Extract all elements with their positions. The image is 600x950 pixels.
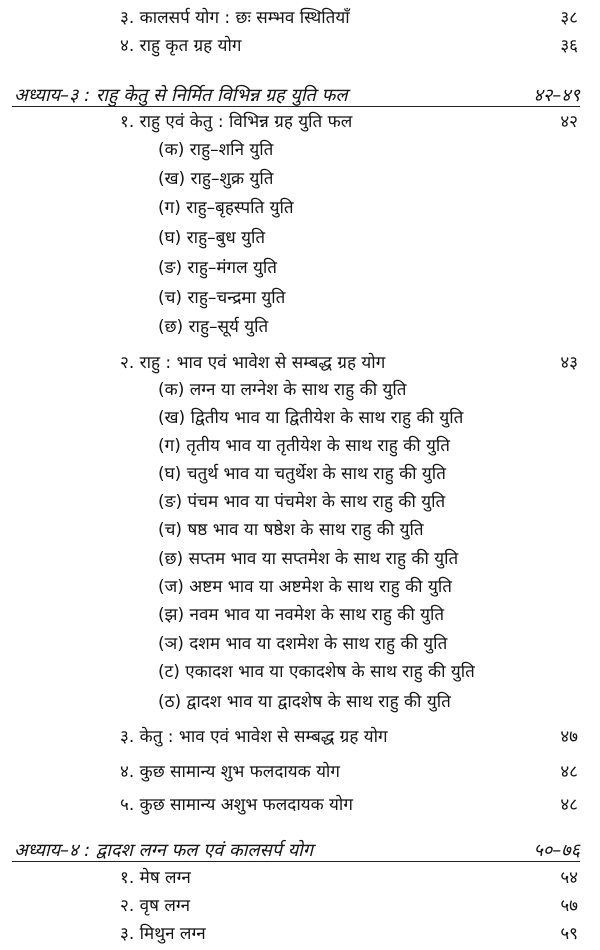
toc-section: २. वृष लग्न	[120, 896, 191, 916]
chapter-heading: अध्याय–३ : राहु केतु से निर्मित विभिन्न ग्रह युति फल	[14, 85, 348, 106]
toc-subitem: (झ) नवम भाव या नवमेश के साथ राहु की युति	[158, 605, 445, 625]
toc-subitem: (ग) राहु–बृहस्पति युति	[158, 198, 294, 218]
page-number: ४७	[560, 727, 578, 747]
page-number: ३८	[560, 8, 578, 28]
toc-subitem: (च) षष्ठ भाव या षष्ठेश के साथ राहु की युति	[158, 520, 424, 540]
toc-section: ३. केतु : भाव एवं भावेश से सम्बद्ध ग्रह योग	[120, 727, 388, 747]
toc-item: ४. राहु कृत ग्रह योग	[120, 36, 242, 56]
toc-subitem: (ग) तृतीय भाव या तृतीयेश के साथ राहु की युति	[158, 436, 450, 456]
toc-subitem: (ठ) द्वादश भाव या द्वादशेष के साथ राहु की युति	[158, 692, 451, 712]
toc-subitem: (च) राहु–चन्द्रमा युति	[158, 288, 286, 308]
chapter-underline	[12, 861, 580, 862]
toc-subitem: (ख) द्वितीय भाव या द्वितीयेश के साथ राहु की युति	[158, 408, 464, 428]
toc-subitem: (घ) राहु–बुध युति	[158, 228, 266, 248]
page-number: ५७	[560, 896, 578, 916]
page-number: ४२	[560, 112, 578, 132]
toc-section: १. मेष लग्न	[120, 868, 191, 888]
page-number: ४३	[560, 353, 578, 373]
page-number: ३६	[560, 36, 578, 56]
toc-subitem: (क) लग्न या लग्नेश के साथ राहु की युति	[158, 380, 407, 400]
toc-subitem: (ञ) दशम भाव या दशमेश के साथ राहु की युति	[158, 634, 448, 654]
toc-subitem: (ख) राहु–शुक्र युति	[158, 169, 274, 189]
toc-subitem: (ङ) पंचम भाव या पंचमेश के साथ राहु की युति	[158, 492, 446, 512]
chapter-underline	[12, 106, 580, 107]
toc-section: ३. मिथुन लग्न	[120, 924, 206, 944]
toc-item: ३. कालसर्प योग : छः सम्भव स्थितियाँ	[120, 8, 350, 28]
toc-subitem: (छ) राहु–सूर्य युति	[158, 317, 269, 337]
toc-subitem: (घ) चतुर्थ भाव या चतुर्थेश के साथ राहु की युति	[158, 464, 446, 484]
page-number: ५९	[560, 924, 578, 944]
toc-section: ४. कुछ सामान्य शुभ फलदायक योग	[120, 762, 340, 782]
toc-section: २. राहु : भाव एवं भावेश से सम्बद्ध ग्रह योग	[120, 353, 386, 373]
toc-subitem: (ट) एकादश भाव या एकादशेष के साथ राहु की युति	[158, 662, 475, 682]
toc-section: ५. कुछ सामान्य अशुभ फलदायक योग	[120, 795, 353, 815]
toc-subitem: (छ) सप्तम भाव या सप्तमेश के साथ राहु की युति	[158, 549, 459, 569]
toc-section: १. राहु एवं केतु : विभिन्न ग्रह युति फल	[120, 112, 353, 132]
page-number: ५४	[560, 868, 578, 888]
chapter-page-range: ४२–४९	[533, 85, 580, 106]
chapter-page-range: ५०–७६	[533, 840, 580, 861]
chapter-heading: अध्याय–४ : द्वादश लग्न फल एवं कालसर्प योग	[14, 840, 313, 861]
toc-subitem: (ज) अष्टम भाव या अष्टमेश के साथ राहु की युति	[158, 577, 452, 597]
page-number: ४८	[560, 762, 578, 782]
toc-subitem: (क) राहु–शनि युति	[158, 140, 274, 160]
page-number: ४८	[560, 795, 578, 815]
toc-subitem: (ङ) राहु–मंगल युति	[158, 258, 278, 278]
